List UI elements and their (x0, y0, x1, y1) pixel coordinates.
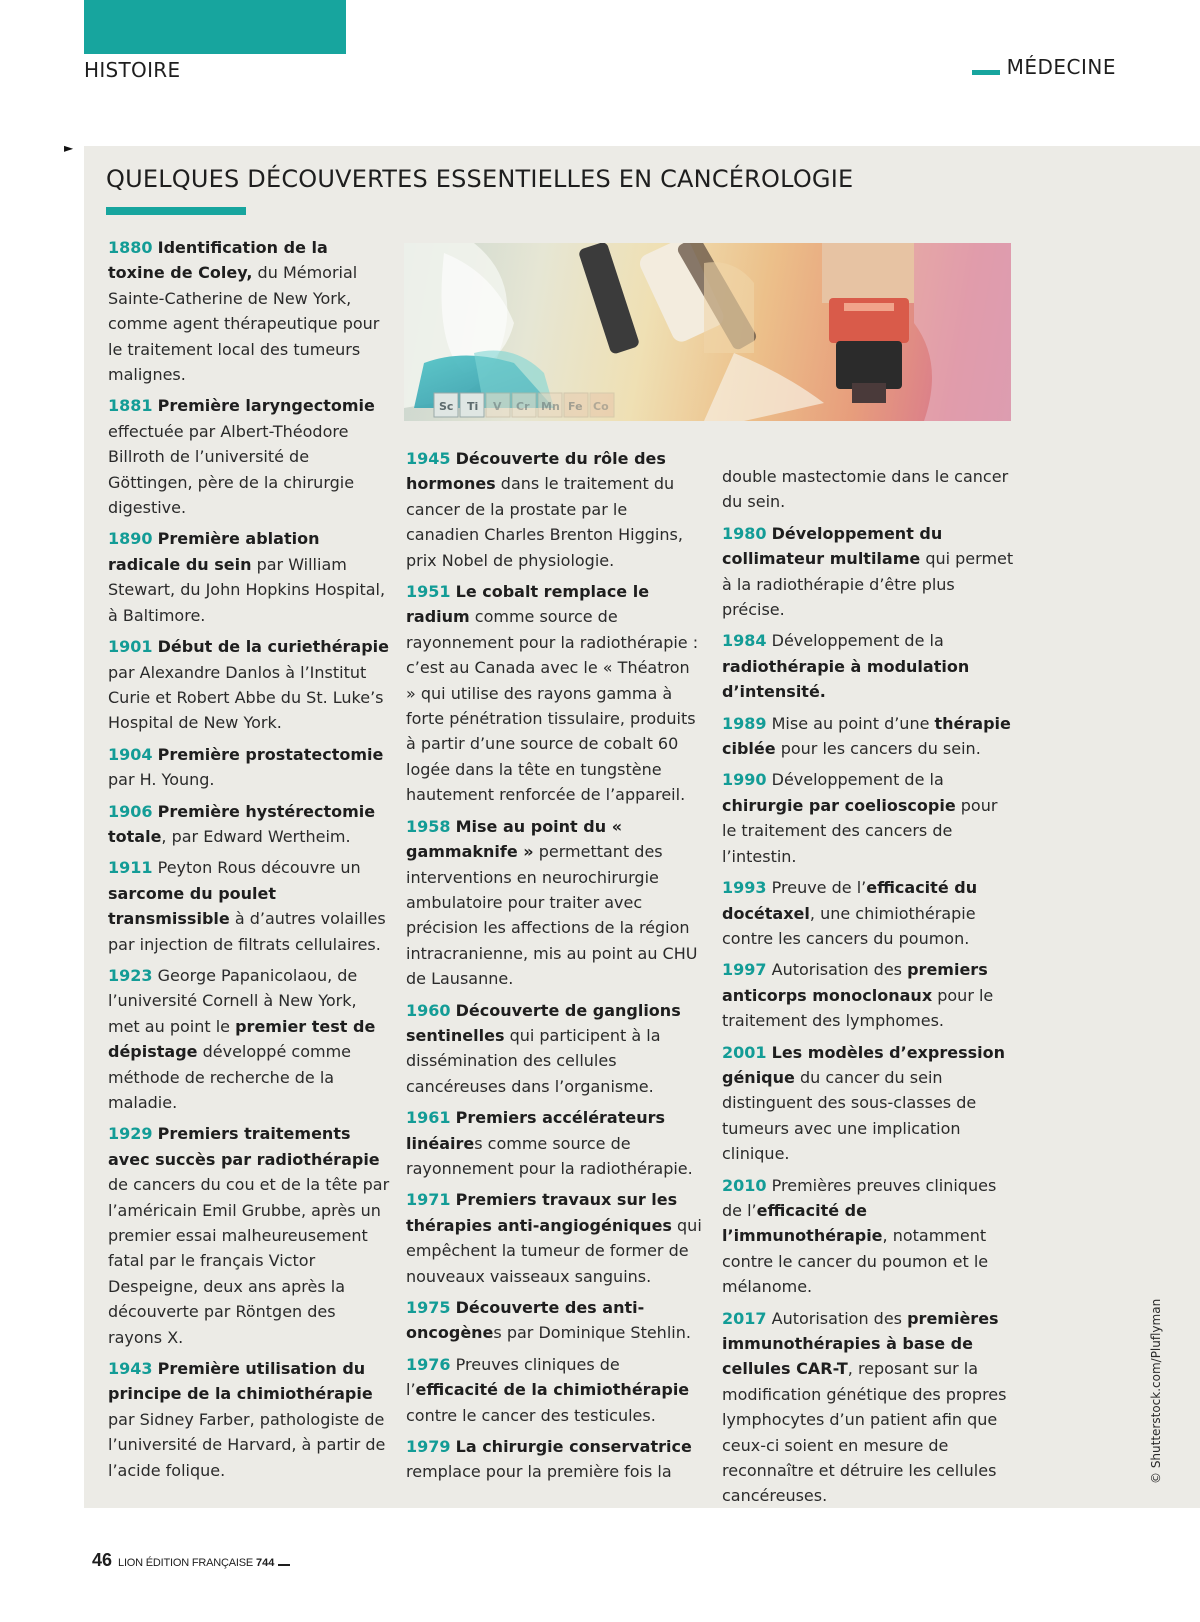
entry-year: 1929 (108, 1124, 153, 1144)
entry-year: 1958 (406, 816, 451, 836)
entry-year: 1911 (108, 858, 153, 878)
section-label-right (972, 55, 1116, 79)
laboratory-photo (404, 243, 1011, 421)
entry-year: 2017 (722, 1308, 767, 1328)
entry-year: 1880 (108, 238, 153, 257)
timeline-entry (406, 1434, 702, 1485)
section-label-right-text: MÉDECINE (1006, 55, 1116, 79)
timeline-entry (722, 521, 1016, 623)
entry-year: 1993 (722, 878, 767, 898)
entry-text: Preuve de l’ (771, 878, 867, 898)
entry-text: qui participent à la dissémination des cellules cancéreuses dans l’organisme. (406, 1025, 661, 1096)
entry-text: comme source de rayonnement pour la radiothérapie : c’est au Canada avec le « Théatron » qui utilise des rayons gamma à forte pénétration tissulaire, produits à partir d’une source de cobalt 60 logée dans la tête en tungstène hautement renforcée de l’appareil. (406, 607, 699, 805)
entry-highlight: Identification de la toxine de Coley, (108, 238, 328, 283)
timeline-entry (108, 855, 390, 957)
entry-text: effectuée par Albert-Théodore Billroth de l’université de Göttingen, père de la chirurgie digestive. (108, 421, 355, 518)
entry-year: 1984 (722, 631, 767, 651)
svg-text:Sc: Sc (439, 400, 454, 413)
entry-text: par H. Young. (108, 770, 215, 790)
footer-dash (278, 1564, 290, 1566)
entry-text: , par Edward Wertheim. (161, 826, 351, 846)
svg-text:V: V (493, 400, 502, 413)
entry-year: 1979 (406, 1437, 451, 1457)
entry-year: 2001 (722, 1042, 767, 1062)
timeline-entry (108, 634, 390, 736)
entry-highlight: Mise au point du « gammaknife » (406, 816, 623, 862)
entry-highlight: Premiers travaux sur les thérapies anti-angiogéniques (406, 1190, 678, 1235)
entry-year: 1989 (722, 713, 767, 733)
svg-text:Ti: Ti (467, 400, 479, 413)
entry-highlight: Première prostatectomie (157, 744, 384, 764)
timeline-entry (406, 1352, 702, 1428)
entry-text: George Papanicolaou, de l’université Cornell à New York, met au point le (108, 965, 358, 1036)
section-dash (972, 70, 1000, 75)
timeline-entry (108, 1356, 390, 1483)
entry-year: 1904 (108, 744, 153, 764)
entry-text: du cancer du sein distinguent des sous-classes de tumeurs avec une implication clinique. (722, 1067, 977, 1164)
entry-text: , une chimiothérapie contre les cancers du poumon. (722, 903, 976, 948)
timeline-entry (108, 235, 390, 387)
entry-text: Preuves cliniques de l’ (406, 1354, 620, 1400)
entry-year: 1951 (406, 582, 451, 602)
timeline-entry (108, 1121, 390, 1350)
entry-text: par Alexandre Danlos à l’Institut Curie et Robert Abbe du St. Luke’s Hospital de New York. (108, 662, 384, 733)
timeline-entry (406, 1295, 702, 1346)
svg-text:Cr: Cr (516, 400, 530, 413)
entry-highlight: Première utilisation du principe de la chimiothérapie (108, 1359, 373, 1404)
entry-text: Développement de la (771, 631, 944, 651)
entry-text: par William Stewart, du John Hopkins Hospital, à Baltimore. (108, 554, 386, 625)
entry-text: s par Dominique Stehlin. (493, 1323, 691, 1343)
entry-text: pour le traitement des lymphomes. (722, 985, 994, 1031)
entry-highlight: Le cobalt remplace le radium (406, 582, 650, 627)
entry-highlight: Découverte de ganglions sentinelles (406, 1000, 681, 1045)
entry-text: double mastectomie dans le cancer du sein. (722, 467, 1009, 512)
entry-highlight: thérapie ciblée (722, 713, 1011, 759)
section-label-left: HISTOIRE (84, 58, 181, 82)
entry-highlight: efficacité du docétaxel (722, 878, 978, 923)
laboratory-illustration (404, 243, 1011, 421)
entry-year: 1890 (108, 529, 153, 549)
entry-highlight: Première ablation radicale du sein (108, 529, 320, 574)
entry-year: 1997 (722, 960, 767, 980)
entry-year: 1943 (108, 1359, 153, 1379)
entry-year: 1975 (406, 1298, 451, 1317)
entry-highlight: chirurgie par coelioscopie (722, 795, 956, 815)
entry-text: Peyton Rous découvre un (157, 858, 361, 878)
entry-text: pour les cancers du sein. (775, 739, 981, 759)
entry-text: qui empêchent la tumeur de former de nouveaux vaisseaux sanguins. (406, 1215, 702, 1286)
entry-highlight: Premiers traitements avec succès par radiothérapie (108, 1124, 380, 1169)
entry-text: , notamment contre le cancer du poumon et le mélanome. (722, 1226, 989, 1297)
entry-text: Autorisation des (771, 960, 908, 980)
timeline-entry (406, 1187, 702, 1289)
entry-text: permettant des interventions en neurochirurgie ambulatoire pour traiter avec précision les affections de la région intracranienne, mis au point au CHU de Lausanne. (406, 842, 698, 989)
timeline-entry (722, 767, 1016, 869)
entry-highlight: premier test de dépistage (108, 1016, 376, 1062)
entry-text: Développement de la (771, 770, 944, 790)
entry-text: pour le traitement des cancers de l’intestin. (722, 795, 998, 866)
entry-highlight: premiers anticorps monoclonaux (722, 960, 988, 1005)
timeline-entry (406, 446, 702, 573)
entry-text: de cancers du cou et de la tête par l’américain Emil Grubbe, après un premier essai malheureusement fatal par le français Victor Despeigne, deux ans après la découverte par Röntgen des rayons X. (108, 1175, 390, 1347)
entry-year: 1990 (722, 770, 767, 790)
entry-year: 1945 (406, 449, 451, 468)
entry-text: contre le cancer des testicules. (406, 1405, 656, 1425)
entry-highlight: Les modèles d’expression génique (722, 1042, 1005, 1087)
svg-text:Co: Co (593, 400, 609, 413)
entry-highlight: efficacité de l’immunothérapie (722, 1200, 883, 1246)
svg-text:Fe: Fe (568, 400, 583, 413)
timeline-entry (722, 875, 1016, 951)
entry-year: 1980 (722, 523, 767, 543)
timeline-column-1 (108, 235, 390, 1489)
timeline-entry (108, 799, 390, 850)
page-number: 46 (92, 1550, 113, 1570)
title-underline (106, 207, 246, 215)
entry-text: , reposant sur la modification génétique des propres lymphocytes d’un patient afin que ceux-ci soient en mesure de reconnaître et détruire les cellules cancéreuses. (722, 1359, 1007, 1506)
entry-highlight: Début de la curiethérapie (157, 637, 390, 657)
issue-number: 744 (255, 1557, 275, 1569)
svg-text:Mn: Mn (541, 400, 560, 413)
page-footer (92, 1550, 290, 1571)
entry-highlight: Développement du collimateur multilame (722, 523, 943, 569)
timeline-entry (406, 998, 702, 1100)
timeline-entry (722, 1040, 1016, 1167)
photo-credit-text: © Shutterstock.com/Pluflyman (1149, 1298, 1163, 1484)
timeline-entry (406, 579, 702, 808)
entry-year: 1961 (406, 1108, 451, 1128)
entry-text: Premières preuves cliniques de l’ (722, 1175, 997, 1220)
entry-text: Mise au point d’une (771, 713, 935, 733)
entry-text: à d’autres volailles par injection de filtrats cellulaires. (108, 909, 386, 954)
entry-text: du Mémorial Sainte-Catherine de New York, comme agent thérapeutique pour le traitement local des tumeurs malignes. (108, 263, 380, 385)
entry-highlight: sarcome du poulet transmissible (108, 883, 277, 929)
entry-highlight: La chirurgie conservatrice (455, 1437, 692, 1457)
magazine-name: LION ÉDITION FRANÇAISE (118, 1557, 253, 1569)
timeline-entry (108, 393, 390, 520)
timeline-entry (108, 526, 390, 628)
entry-text: Autorisation des (771, 1308, 908, 1328)
entry-year: 1960 (406, 1000, 451, 1020)
play-arrow-icon: ► (64, 141, 74, 155)
entry-text: dans le traitement du cancer de la prostate par le canadien Charles Brenton Higgins, prix Nobel de physiologie. (406, 474, 683, 570)
entry-text: par Sidney Farber, pathologiste de l’université de Harvard, à partir de l’acide folique. (108, 1409, 386, 1480)
entry-highlight: Découverte du rôle des hormones (406, 449, 666, 494)
panel-title: QUELQUES DÉCOUVERTES ESSENTIELLES EN CANCÉROLOGIE (106, 165, 854, 193)
timeline-entry (108, 963, 390, 1115)
timeline-entry (722, 1306, 1016, 1509)
entry-year: 1971 (406, 1190, 451, 1210)
entry-year: 1923 (108, 965, 153, 985)
entry-text: remplace pour la première fois la (406, 1462, 672, 1482)
timeline-entry (722, 628, 1016, 704)
entry-year: 1901 (108, 637, 153, 657)
entry-highlight: radiothérapie à modulation d’intensité. (722, 656, 970, 702)
entry-highlight: efficacité de la chimiothérapie (415, 1380, 690, 1400)
timeline-entry (722, 957, 1016, 1033)
timeline-column-2 (406, 446, 702, 1491)
entry-year: 2010 (722, 1175, 767, 1195)
timeline-entry (108, 742, 390, 793)
entry-text: s comme source de rayonnement pour la radiothérapie. (406, 1133, 693, 1178)
header-accent-bar (84, 0, 346, 54)
entry-text: qui permet à la radiothérapie d’être plus précise. (722, 549, 1014, 620)
timeline-entry (406, 814, 702, 992)
timeline-entry (406, 1105, 702, 1181)
timeline-entry (722, 1173, 1016, 1300)
entry-highlight: Découverte des anti-oncogène (406, 1298, 645, 1343)
timeline-column-3 (722, 464, 1016, 1515)
timeline-entry (722, 711, 1016, 762)
entry-highlight: Premiers accélérateurs linéaire (406, 1108, 666, 1153)
entry-highlight: Première laryngectomie (157, 396, 375, 416)
timeline-entry (722, 464, 1016, 515)
entry-year: 1906 (108, 801, 153, 821)
entry-year: 1881 (108, 396, 153, 416)
entry-highlight: premières immunothérapies à base de cellules CAR-T (722, 1308, 999, 1379)
entry-year: 1976 (406, 1354, 451, 1374)
entry-highlight: Première hystérectomie totale (108, 801, 376, 846)
photo-credit (1149, 1296, 1169, 1486)
entry-text: développé comme méthode de recherche de la maladie. (108, 1042, 351, 1112)
